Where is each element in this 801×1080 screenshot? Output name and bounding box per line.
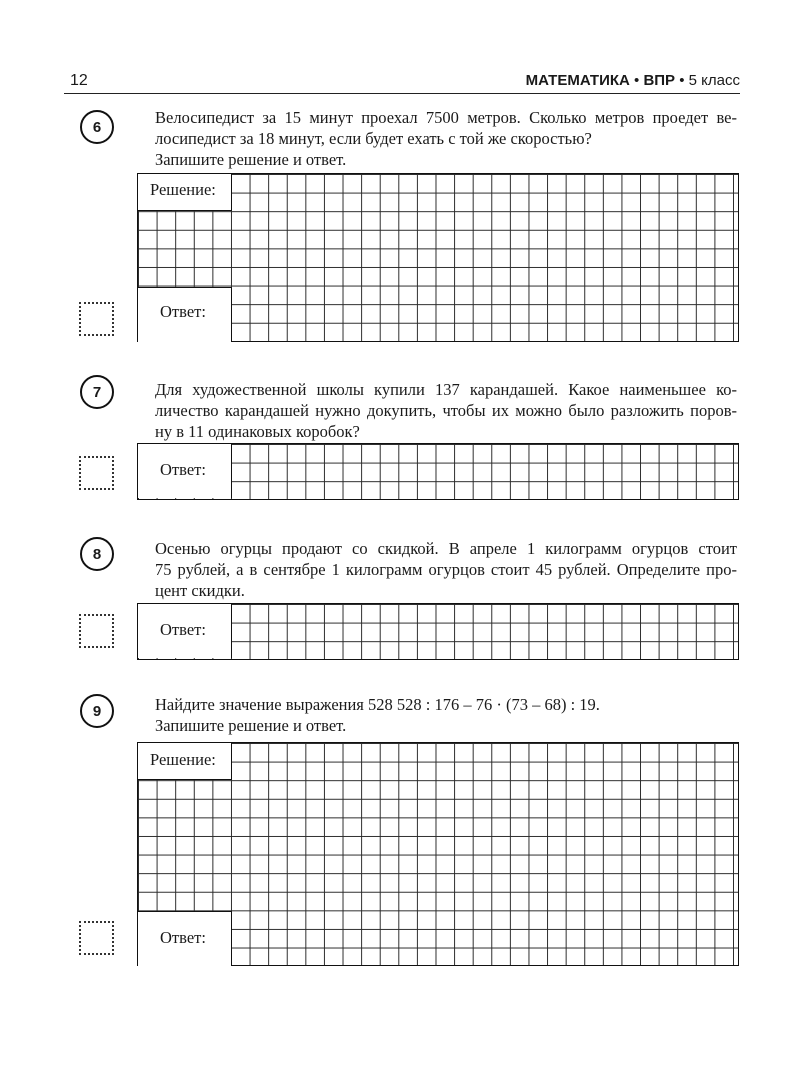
task-6-score-box[interactable] — [79, 302, 114, 336]
header-title — [526, 72, 740, 89]
task-7-line: Для художественной школы купили 137 карандашей. Какое наименьшее ко- — [155, 380, 737, 399]
task-7-text — [155, 379, 737, 442]
task-9-answer-grid[interactable] — [137, 742, 739, 966]
task-7-score-box[interactable] — [79, 456, 114, 490]
answer-label: Ответ: — [160, 620, 206, 639]
grade-label: 5 класс — [688, 72, 740, 89]
page-header — [64, 62, 740, 94]
task-6-answer-grid[interactable] — [137, 173, 739, 342]
task-9-score-box[interactable] — [79, 921, 114, 955]
task-8-answer-grid[interactable] — [137, 603, 739, 660]
task-6-line: лосипедист за 18 минут, если будет ехать с той же скоростью? — [155, 129, 592, 148]
task-7-line: личество карандашей нужно докупить, чтобы их можно было разложить поров- — [155, 401, 737, 420]
task-8-text — [155, 538, 737, 601]
task-9-line: Запишите решение и ответ. — [155, 716, 347, 735]
task-9-text — [155, 694, 737, 736]
task-9-line: Найдите значение выражения 528 528 : 176 – 76 · (73 – 68) : 19. — [155, 695, 600, 714]
task-8-line: Осенью огурцы продают со скидкой. В апреле 1 килограмм огурцов стоит — [155, 539, 737, 558]
task-7-number: 7 — [80, 375, 114, 409]
header-bullet: • — [675, 72, 689, 89]
subject-title: МАТЕМАТИКА — [525, 72, 630, 89]
solution-label: Решение: — [150, 180, 216, 199]
task-6-line: Запишите решение и ответ. — [155, 150, 347, 169]
task-6-text — [155, 107, 737, 170]
exam-title: ВПР — [643, 72, 676, 89]
solution-label: Решение: — [150, 750, 216, 769]
header-bullet: • — [629, 72, 644, 89]
task-8-score-box[interactable] — [79, 614, 114, 648]
page-number: 12 — [70, 72, 88, 89]
task-7-answer-grid[interactable] — [137, 443, 739, 500]
task-6-number: 6 — [80, 110, 114, 144]
task-6-line: Велосипедист за 15 минут проехал 7500 метров. Сколько метров проедет ве- — [155, 108, 737, 127]
task-7-line: ну в 11 одинаковых коробок? — [155, 422, 360, 441]
answer-label: Ответ: — [160, 928, 206, 947]
task-9-number: 9 — [80, 694, 114, 728]
answer-label: Ответ: — [160, 302, 206, 321]
task-8-line: 75 рублей, а в сентябре 1 килограмм огурцов стоит 45 рублей. Определите про- — [155, 560, 737, 579]
answer-label: Ответ: — [160, 460, 206, 479]
task-8-line: цент скидки. — [155, 581, 245, 600]
task-8-number: 8 — [80, 537, 114, 571]
